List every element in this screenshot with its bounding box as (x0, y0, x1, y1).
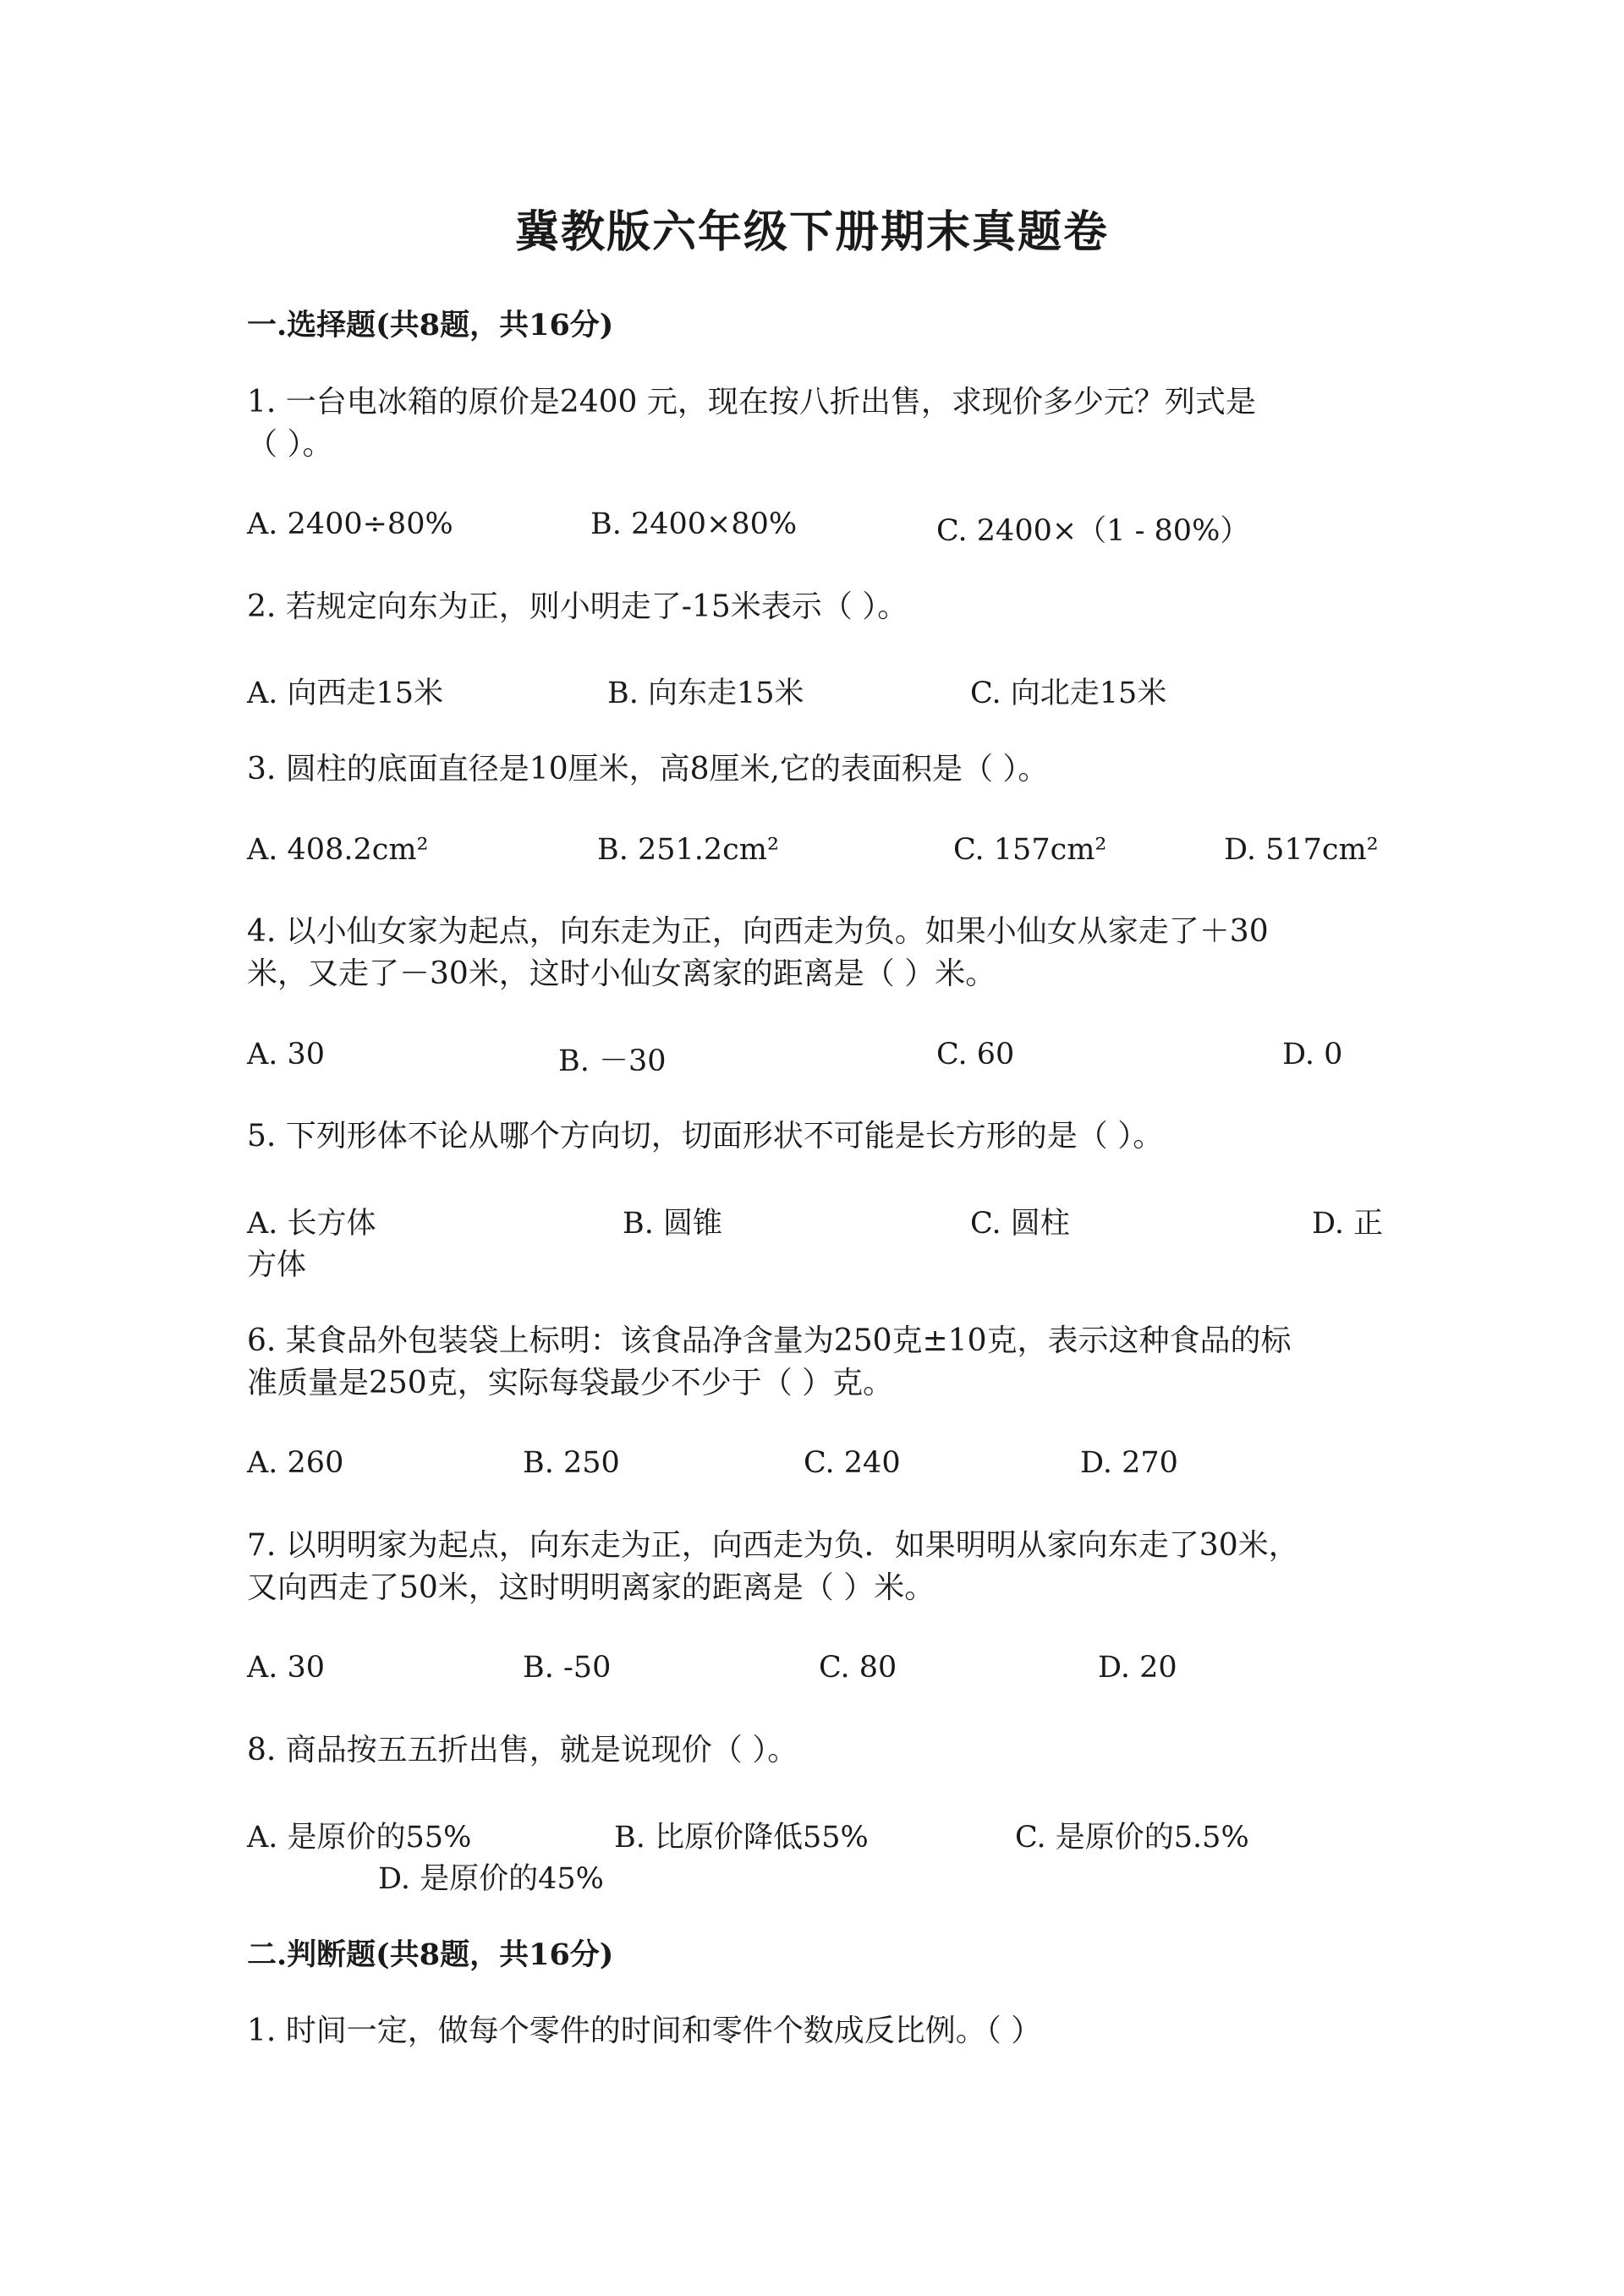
question-1-text: 1. 一台电冰箱的原价是2400 元，现在按八折出售，求现价多少元？列式是 (247, 385, 1256, 419)
question-4-option-c: C. 60 (936, 1038, 1015, 1071)
question-5-text: 5. 下列形体不论从哪个方向切，切面形状不可能是长方形的是（ ）。 (247, 1119, 1164, 1153)
question-7-text: 7. 以明明家为起点，向东走为正，向西走为负．如果明明从家向东走了30米， (247, 1528, 1299, 1563)
question-1-option-a: A. 2400÷80% (247, 507, 453, 541)
question-8-option-a: A. 是原价的55% (247, 1821, 472, 1855)
question-7-option-a: A. 30 (247, 1651, 326, 1685)
question-3-text: 3. 圆柱的底面直径是10厘米，高8厘米,它的表面积是（ ）。 (247, 752, 1049, 786)
question-1-option-b: B. 2400×80% (590, 507, 798, 541)
question-2-text: 2. 若规定向东为正，则小明走了-15米表示（ ）。 (247, 589, 908, 624)
question-2-option-b: B. 向东走15米 (607, 677, 804, 710)
question-3-option-d: D. 517cm² (1224, 833, 1379, 867)
question-2-option-a: A. 向西走15米 (247, 677, 444, 710)
question-4-option-b: B. －30 (558, 1044, 667, 1078)
question-1-text-cont: （ ）。 (247, 427, 333, 462)
question-6-option-c: C. 240 (804, 1446, 901, 1480)
question-8-option-d: D. 是原价的45% (378, 1862, 604, 1896)
question-6-text-cont: 准质量是250克，实际每袋最少不少于（ ）克。 (247, 1366, 894, 1400)
question-6-text: 6. 某食品外包装袋上标明：该食品净含量为250克±10克，表示这种食品的标 (247, 1323, 1292, 1358)
question-1-option-c: C. 2400×（1 - 80%） (936, 514, 1250, 548)
question-7-option-c: C. 80 (819, 1651, 897, 1685)
question-4-text: 4. 以小仙女家为起点，向东走为正，向西走为负。如果小仙女从家走了＋30 (247, 914, 1269, 949)
question-3-option-c: C. 157cm² (953, 833, 1107, 867)
question-5-option-b: B. 圆锥 (623, 1207, 722, 1241)
question-5-option-c: C. 圆柱 (970, 1207, 1070, 1241)
question-4-text-cont: 米，又走了－30米，这时小仙女离家的距离是（ ）米。 (247, 956, 996, 991)
question-5-option-a: A. 长方体 (247, 1207, 376, 1241)
question-5-option-d: D. 正 (1312, 1207, 1384, 1241)
question-3-option-b: B. 251.2cm² (597, 833, 779, 867)
question-7-text-cont: 又向西走了50米，这时明明离家的距离是（ ）米。 (247, 1570, 935, 1605)
question-8-option-b: B. 比原价降低55% (614, 1821, 869, 1855)
question-5-option-d-cont: 方体 (247, 1248, 307, 1282)
question-6-option-a: A. 260 (247, 1446, 344, 1480)
question-7-option-d: D. 20 (1098, 1651, 1177, 1685)
question-6-option-b: B. 250 (523, 1446, 620, 1480)
question-4-option-a: A. 30 (247, 1038, 326, 1071)
question-8-text: 8. 商品按五五折出售，就是说现价（ ）。 (247, 1733, 798, 1767)
section-heading-judge: 二.判断题(共8题，共16分) (247, 1937, 614, 1972)
judge-question-1-text: 1. 时间一定，做每个零件的时间和零件个数成反比例。（ ） (247, 2014, 1042, 2048)
page-title: 冀教版六年级下册期末真题卷 (514, 206, 1109, 258)
section-heading-choice: 一.选择题(共8题，共16分) (247, 308, 614, 342)
question-4-option-d: D. 0 (1282, 1038, 1343, 1071)
question-8-option-c: C. 是原价的5.5% (1015, 1821, 1249, 1855)
question-3-option-a: A. 408.2cm² (247, 833, 429, 867)
question-7-option-b: B. -50 (523, 1651, 612, 1685)
question-6-option-d: D. 270 (1080, 1446, 1178, 1480)
question-2-option-c: C. 向北走15米 (970, 677, 1167, 710)
